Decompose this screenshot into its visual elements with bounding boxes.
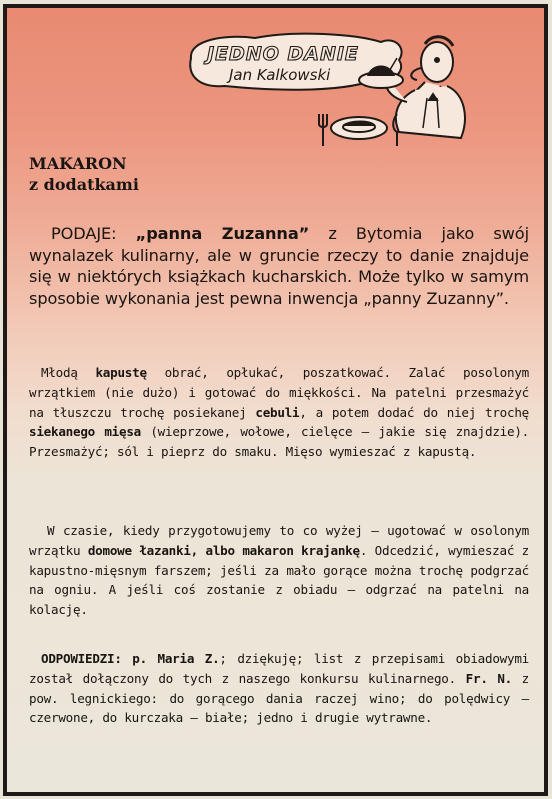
lead-name: „panna Zuzanna” — [135, 224, 310, 243]
author-name: Jan Kalkowski — [229, 66, 331, 84]
p1-bold-3: siekanego mięsa — [29, 424, 141, 440]
p2-bold-1: domowe łazanki, albo makaron krajankę — [87, 542, 360, 558]
lead-label: PODAJE: — [51, 224, 117, 243]
p3-bold-2: Fr. N. — [465, 670, 512, 686]
article-clipping — [3, 4, 548, 796]
p1-text-3: , a potem dodać do niej trochę — [299, 404, 529, 420]
p1-bold-2: cebuli — [255, 404, 300, 420]
p1-bold-1: kapustę — [95, 365, 147, 380]
lead-text: z Bytomia jako swój wynalazek kulinarny, ale w gruncie rzeczy to danie znajduje się w niektórych książkach kucharskich. Może tylko w samym sposobie wykonania jest pewna inwencja „panny Zuzanny”. — [29, 224, 529, 308]
title-line-1: MAKARON — [29, 154, 127, 173]
p1-text-1: Młodą — [41, 365, 96, 380]
p3-text-2: z pow. legnickiego: do gorącego dania raczej wino; do polędwicy — czerwone, do kurczaka — białe; jedno i drugie wytrawne. — [29, 670, 530, 726]
series-title: JEDNO DANIE — [207, 43, 359, 65]
answers-paragraph — [29, 649, 529, 728]
recipe-paragraph-1 — [29, 363, 529, 462]
p3-text-1: ; dziękuję; list z przepisami obiadowymi został dołączony do tych z naszego konkursu kulinarnego. — [29, 651, 529, 686]
p3-bold-1: ODPOWIEDZI: p. Maria Z. — [41, 651, 220, 666]
title-line-2: z dodatkami — [29, 175, 139, 194]
lead-paragraph — [29, 223, 529, 309]
recipe-paragraph-2 — [29, 521, 529, 620]
column-header-illustration — [185, 28, 475, 150]
p2-text-2: . Odcedzić, wymieszać z kapustno-mięsnym farszem; jeśli za mało gorące można trochę podgrzać na ogniu. A jeśli coś zostanie z obiadu — odgrzać na patelni na kolację. — [29, 542, 529, 618]
table-setting-icon — [319, 114, 397, 146]
p1-text-4: (wieprzowe, wołowe, cielęce — jakie się znajdzie). Przesmażyć; sól i pieprz do smaku. Mięso wymieszać z kapustą. — [29, 424, 530, 460]
article-title — [29, 153, 139, 195]
p2-text-1: W czasie, kiedy przygotowujemy to co wyżej — ugotować w osolonym wrzątku — [29, 523, 529, 558]
p1-text-2: obrać, opłukać, poszatkować. Zalać posolonym wrzątkiem (nie dużo) i gotować do miękkości. Na patelni przesmażyć na tłuszczu trochę posiekanej — [29, 365, 529, 420]
